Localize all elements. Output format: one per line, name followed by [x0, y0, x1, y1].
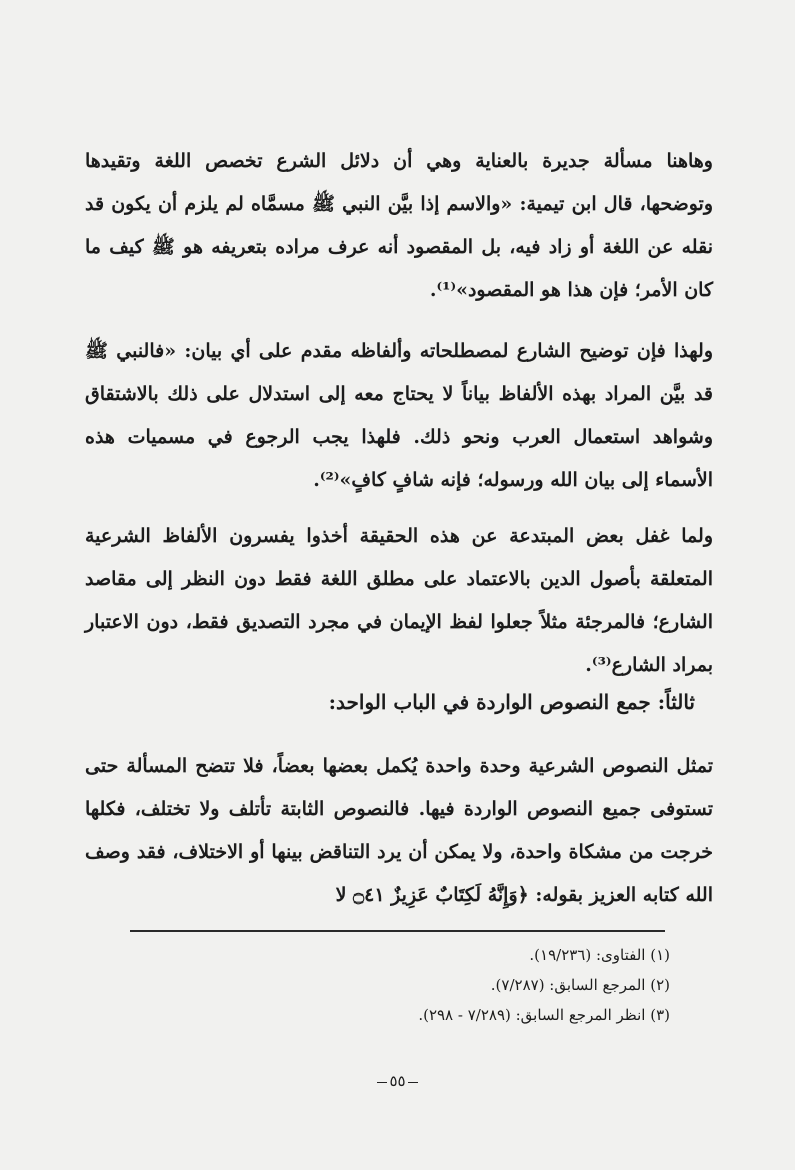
paragraph-4: تمثل النصوص الشرعية وحدة واحدة يُكمل بعضها بعضاً، فلا تتضح المسألة حتى تستوفى جميع النصوص الواردة فيها. فالنصوص الثابتة تأتلف ولا تختلف، فكلها خرجت من مشكاة واحدة، ولا يمكن أن يرد التناقض بينها أو الاختلاف، فقد وصف الله كتابه العزيز بقوله: ﴿وَإِنَّهُ لَكِتَابٌ عَزِيزٌ ۝٤١ لا: [85, 755, 713, 906]
paragraph-3: ولما غفل بعض المبتدعة عن هذه الحقيقة أخذوا يفسرون الألفاظ الشرعية المتعلقة بأصول الدين بالاعتماد على مطلق اللغة فقط دون النظر إلى مقاصد الشارع؛ فالمرجئة مثلاً جعلوا لفظ الإيمان في مجرد التصديق فقط، دون الاعتبار بمراد الشارع⁽³⁾.: [85, 525, 713, 676]
footnote-2: (٢) المرجع السابق: (٧/٢٨٧).: [490, 976, 670, 994]
paragraph-2: ولهذا فإن توضيح الشارع لمصطلحاته وألفاظه مقدم على أي بيان: «فالنبي ﷺ قد بيَّن المراد بهذه الألفاظ بياناً لا يحتاج معه إلى استدلال على ذلك بالاشتقاق وشواهد استعمال العرب ونحو ذلك. فلهذا يجب الرجوع في مسميات هذه الأسماء إلى بيان الله ورسوله؛ فإنه شافٍ كافٍ»⁽²⁾.: [85, 340, 713, 491]
footnote-divider: [130, 930, 665, 932]
paragraph-1: وهاهنا مسألة جديرة بالعناية وهي أن دلائل الشرع تخصص اللغة وتقيدها وتوضحها، قال ابن تيمية: «والاسم إذا بيَّن النبي ﷺ مسمَّاه لم يلزم أن يكون قد نقله عن اللغة أو زاد فيه، بل المقصود أنه عرف مراده بتعريفه هو ﷺ كيف ما كان الأمر؛ فإن هذا هو المقصود»⁽¹⁾.: [85, 150, 713, 301]
page-number-dash-left: [408, 1082, 418, 1083]
footnote-1: (١) الفتاوى: (١٩/٢٣٦).: [529, 946, 670, 964]
page-number-dash-right: [377, 1082, 387, 1083]
page-number: [0, 1072, 795, 1090]
section-heading: ثالثاً: جمع النصوص الواردة في الباب الواحد:: [328, 690, 695, 714]
footnotes: [130, 940, 670, 1030]
page-number-value: ٥٥: [389, 1072, 406, 1090]
footnote-3: (٣) انظر المرجع السابق: (٧/٢٨٩ - ٢٩٨).: [418, 1006, 670, 1024]
